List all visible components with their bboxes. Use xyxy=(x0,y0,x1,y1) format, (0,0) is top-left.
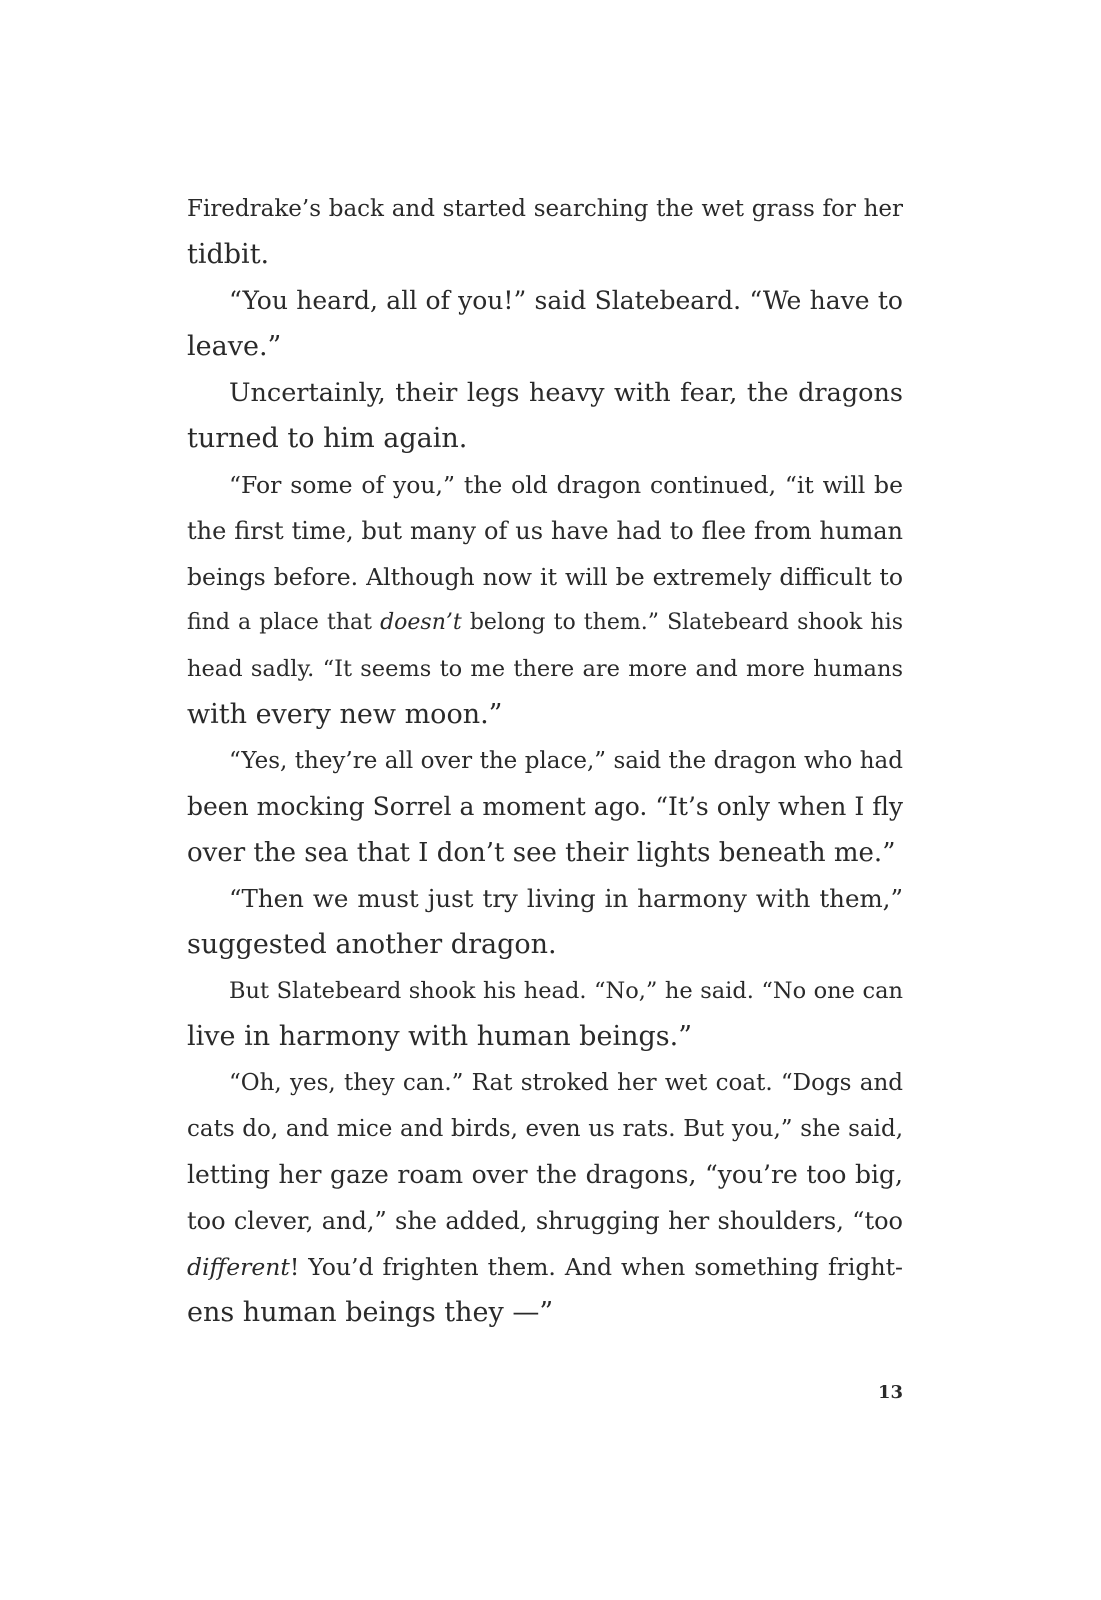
text-segment: “Yes, they’re all over the place,” said the dragon who had xyxy=(229,748,903,774)
text-segment: cats do, and mice and birds, even us rats. But you,” she said, xyxy=(187,1116,903,1142)
text-line xyxy=(187,1290,903,1336)
text-line xyxy=(187,1060,903,1106)
text-segment: belong to them.” Slatebeard shook his xyxy=(461,610,903,635)
text-segment: over the sea that I don’t see their lights beneath me.” xyxy=(187,838,896,868)
text-segment: “Then we must just try living in harmony with them,” xyxy=(229,884,903,913)
text-line xyxy=(187,922,903,968)
body-text xyxy=(187,186,903,1336)
text-line xyxy=(187,416,903,462)
text-segment: tidbit. xyxy=(187,239,270,270)
text-segment: leave.” xyxy=(187,331,282,362)
text-line xyxy=(187,692,903,738)
text-line xyxy=(187,508,903,554)
text-segment: turned to him again. xyxy=(187,423,468,454)
text-segment: with every new moon.” xyxy=(187,699,503,730)
text-segment: head sadly. “It seems to me there are more and more humans xyxy=(187,656,903,682)
text-line xyxy=(187,278,903,324)
text-line xyxy=(187,186,903,232)
page-number: 13 xyxy=(877,1382,903,1403)
text-line xyxy=(187,600,903,646)
text-segment: ens human beings they —” xyxy=(187,1297,554,1328)
text-line xyxy=(187,646,903,692)
text-line xyxy=(187,232,903,278)
text-segment: Uncertainly, their legs heavy with fear, the dragons xyxy=(229,378,903,408)
text-line xyxy=(187,1244,903,1290)
text-line xyxy=(187,784,903,830)
text-line xyxy=(187,370,903,416)
text-line xyxy=(187,1106,903,1152)
text-segment: Firedrake’s back and started searching the wet grass for her xyxy=(187,196,903,222)
text-segment: beings before. Although now it will be extremely difficult to xyxy=(187,563,903,591)
text-segment: ! You’d frighten them. And when something fright- xyxy=(289,1253,903,1281)
text-segment: live in harmony with human beings.” xyxy=(187,1021,692,1052)
text-line xyxy=(187,1198,903,1244)
text-segment: been mocking Sorrel a moment ago. “It’s only when I fly xyxy=(187,792,903,821)
text-segment: letting her gaze roam over the dragons, “you’re too big, xyxy=(187,1160,903,1189)
text-line xyxy=(187,554,903,600)
text-segment: “For some of you,” the old dragon continued, “it will be xyxy=(229,471,903,499)
text-line xyxy=(187,876,903,922)
text-line xyxy=(187,738,903,784)
italic-text: doesn’t xyxy=(380,610,462,635)
text-line xyxy=(187,462,903,508)
text-line xyxy=(187,324,903,370)
text-segment: “You heard, all of you!” said Slatebeard. “We have to xyxy=(229,286,903,315)
text-segment: “Oh, yes, they can.” Rat stroked her wet coat. “Dogs and xyxy=(229,1070,903,1096)
text-segment: But Slatebeard shook his head. “No,” he said. “No one can xyxy=(229,978,903,1004)
text-line xyxy=(187,968,903,1014)
text-segment: suggested another dragon. xyxy=(187,929,557,960)
text-segment: too clever, and,” she added, shrugging her shoulders, “too xyxy=(187,1207,903,1235)
text-line xyxy=(187,1152,903,1198)
text-line xyxy=(187,1014,903,1060)
text-segment: find a place that xyxy=(187,610,381,635)
italic-text: different xyxy=(187,1253,290,1281)
text-line xyxy=(187,830,903,876)
text-segment: the first time, but many of us have had to flee from human xyxy=(187,517,903,545)
